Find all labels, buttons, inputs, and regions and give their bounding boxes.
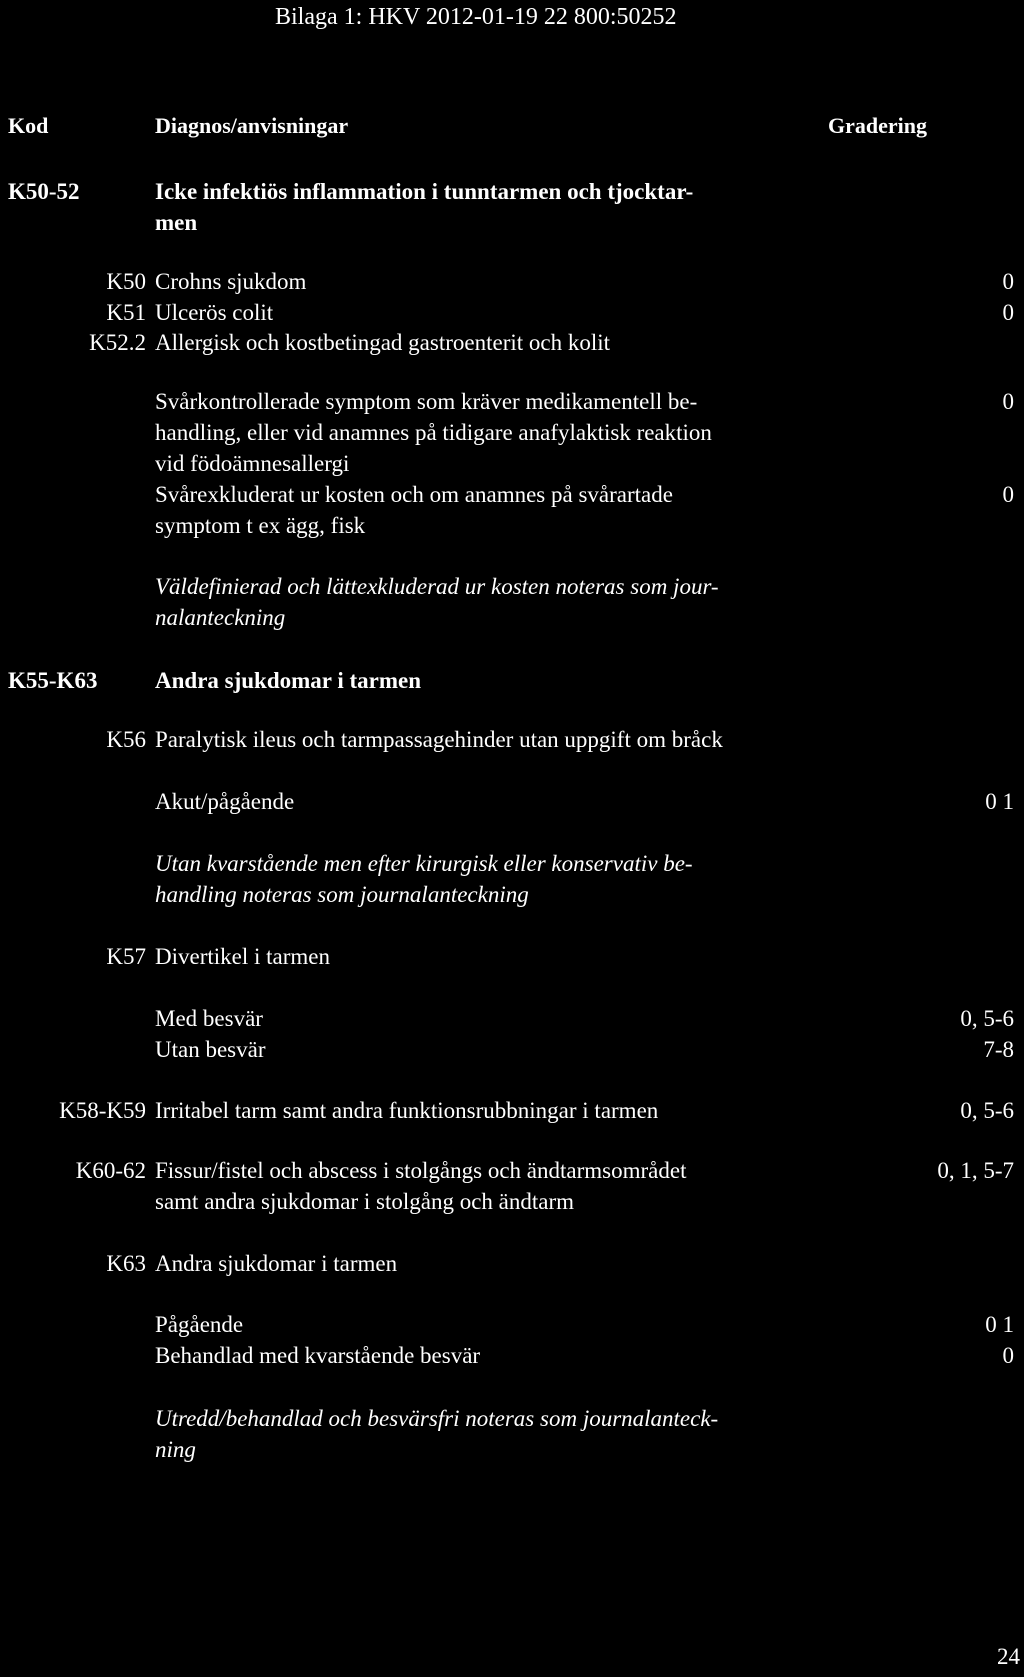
diagnosis-code: K57: [106, 944, 146, 969]
diagnosis-code: K63: [106, 1251, 146, 1276]
journal-note: ning: [155, 1437, 196, 1462]
grade-value: 7-8: [983, 1037, 1014, 1062]
criterion-text: handling, eller vid anamnes på tidigare anafylaktisk reaktion: [155, 420, 712, 445]
grade-value: 0, 1, 5-7: [937, 1158, 1014, 1183]
diagnosis-text: Andra sjukdomar i tarmen: [155, 1251, 398, 1276]
journal-note: Väldefinierad och lättexkluderad ur kosten noteras som jour-: [155, 574, 719, 599]
diagnosis-code: K52.2: [89, 330, 146, 355]
criterion-text: symptom t ex ägg, fisk: [155, 513, 366, 538]
grade-value: 0: [1002, 1343, 1014, 1368]
section-title: Icke infektiös inflammation i tunntarmen och tjocktar-: [155, 179, 694, 204]
criterion-text: Utan besvär: [155, 1037, 266, 1062]
diagnosis-code: K58-K59: [59, 1098, 146, 1123]
diagnosis-text: Divertikel i tarmen: [155, 944, 330, 969]
diagnosis-text: Crohns sjukdom: [155, 269, 307, 294]
column-header-code: Kod: [8, 113, 49, 138]
diagnosis-text: samt andra sjukdomar i stolgång och ändtarm: [155, 1189, 575, 1214]
diagnosis-code: K50: [106, 269, 146, 294]
section-code: K55-K63: [8, 668, 98, 693]
criterion-text: Behandlad med kvarstående besvär: [155, 1343, 481, 1368]
column-header-diagnosis: Diagnos/anvisningar: [155, 113, 349, 138]
diagnosis-code: K51: [106, 300, 146, 325]
diagnosis-code: K56: [106, 727, 146, 752]
grade-value: 0, 5-6: [960, 1098, 1014, 1123]
grade-value: 0 1: [985, 789, 1014, 814]
grade-value: 0: [1002, 269, 1014, 294]
diagnosis-text: Allergisk och kostbetingad gastroenterit och kolit: [155, 330, 611, 355]
section-title: Andra sjukdomar i tarmen: [155, 668, 422, 693]
diagnosis-text: Ulcerös colit: [155, 300, 274, 325]
diagnosis-text: Irritabel tarm samt andra funktionsrubbningar i tarmen: [155, 1098, 659, 1123]
diagnosis-text: Fissur/fistel och abscess i stolgångs och ändtarmsområdet: [155, 1158, 687, 1183]
journal-note: Utredd/behandlad och besvärsfri noteras som journalanteck-: [155, 1406, 719, 1431]
document-header: Bilaga 1: HKV 2012-01-19 22 800:50252: [275, 4, 677, 30]
journal-note: handling noteras som journalanteckning: [155, 882, 529, 907]
criterion-text: Svårexkluderat ur kosten och om anamnes på svårartade: [155, 482, 673, 507]
grade-value: 0 1: [985, 1312, 1014, 1337]
journal-note: Utan kvarstående men efter kirurgisk eller konservativ be-: [155, 851, 693, 876]
criterion-text: Akut/pågående: [155, 789, 295, 814]
grade-value: 0: [1002, 300, 1014, 325]
criterion-text: vid födoämnesallergi: [155, 451, 350, 476]
column-header-grade: Gradering: [828, 113, 927, 138]
page-number: 24: [997, 1644, 1020, 1669]
grade-value: 0: [1002, 389, 1014, 414]
criterion-text: Svårkontrollerade symptom som kräver medikamentell be-: [155, 389, 698, 414]
grade-value: 0, 5-6: [960, 1006, 1014, 1031]
journal-note: nalanteckning: [155, 605, 286, 630]
grade-value: 0: [1002, 482, 1014, 507]
diagnosis-code: K60-62: [75, 1158, 146, 1183]
diagnosis-text: Paralytisk ileus och tarmpassagehinder utan uppgift om bråck: [155, 727, 723, 752]
criterion-text: Pågående: [155, 1312, 244, 1337]
section-title: men: [155, 210, 198, 235]
criterion-text: Med besvär: [155, 1006, 263, 1031]
section-code: K50-52: [8, 179, 80, 204]
